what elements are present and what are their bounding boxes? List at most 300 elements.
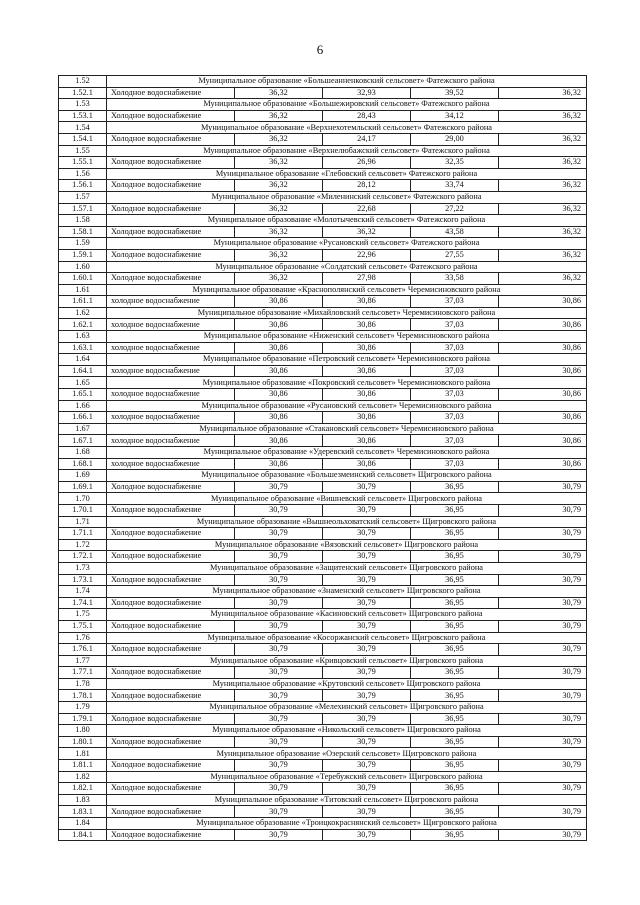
tariff-value-2: 30,79 [323, 481, 411, 493]
row-number: 1.78.1 [59, 690, 107, 702]
row-number: 1.62.1 [59, 319, 107, 331]
service-name: холодное водоснабжение [107, 458, 235, 470]
tariff-value-1: 30,79 [235, 644, 323, 656]
row-number: 1.70 [59, 493, 107, 505]
tariff-value-1: 30,79 [235, 574, 323, 586]
row-number: 1.80.1 [59, 736, 107, 748]
tariff-value-2: 22,96 [323, 249, 411, 261]
municipality-name: Муниципальное образование «Кривцовский сельсовет» Щигровского района [107, 655, 587, 667]
service-row [59, 690, 587, 702]
tariff-value-4: 30,86 [499, 435, 587, 447]
municipality-row [59, 331, 587, 343]
tariff-value-3: 36,95 [411, 551, 499, 563]
tariff-value-1: 36,32 [235, 226, 323, 238]
municipality-name: Муниципальное образование «Ниженский сельсовет» Черемисиновского района [107, 331, 587, 343]
tariff-value-2: 24,17 [323, 133, 411, 145]
row-number: 1.81.1 [59, 760, 107, 772]
municipality-name: Муниципальное образование «Вышнеольховатский сельсовет» Щигровского района [107, 516, 587, 528]
row-number: 1.82.1 [59, 783, 107, 795]
municipality-row [59, 215, 587, 227]
tariff-value-3: 37,03 [411, 412, 499, 424]
municipality-name: Муниципальное образование «Теребужский сельсовет» Щигровского района [107, 771, 587, 783]
row-number: 1.59.1 [59, 249, 107, 261]
municipality-name: Муниципальное образование «Краснополянский сельсовет» Черемисиновского района [107, 284, 587, 296]
tariff-value-2: 30,79 [323, 736, 411, 748]
municipality-row [59, 748, 587, 760]
service-row [59, 389, 587, 401]
row-number: 1.74.1 [59, 597, 107, 609]
tariff-value-4: 36,32 [499, 273, 587, 285]
row-number: 1.52.1 [59, 87, 107, 99]
row-number: 1.78 [59, 678, 107, 690]
tariff-value-3: 32,35 [411, 157, 499, 169]
municipality-row [59, 145, 587, 157]
service-row [59, 806, 587, 818]
row-number: 1.67 [59, 423, 107, 435]
tariff-value-3: 36,95 [411, 597, 499, 609]
service-name: Холодное водоснабжение [107, 133, 235, 145]
tariff-value-2: 27,98 [323, 273, 411, 285]
tariff-value-3: 36,95 [411, 504, 499, 516]
municipality-row [59, 238, 587, 250]
tariff-value-1: 30,79 [235, 690, 323, 702]
service-name: холодное водоснабжение [107, 296, 235, 308]
service-row [59, 597, 587, 609]
row-number: 1.54 [59, 122, 107, 134]
municipality-name: Муниципальное образование «Знаменский сельсовет» Щигровского района [107, 586, 587, 598]
municipality-row [59, 539, 587, 551]
service-name: Холодное водоснабжение [107, 87, 235, 99]
tariff-value-4: 36,32 [499, 203, 587, 215]
municipality-row [59, 632, 587, 644]
tariff-value-4: 30,79 [499, 551, 587, 563]
tariff-value-3: 36,95 [411, 528, 499, 540]
tariff-value-1: 30,79 [235, 667, 323, 679]
row-number: 1.61.1 [59, 296, 107, 308]
row-number: 1.70.1 [59, 504, 107, 516]
service-name: Холодное водоснабжение [107, 713, 235, 725]
service-name: Холодное водоснабжение [107, 690, 235, 702]
municipality-name: Муниципальное образование «Большеанненковский сельсовет» Фатежского района [107, 76, 587, 88]
tariff-value-1: 30,86 [235, 365, 323, 377]
municipality-name: Муниципальное образование «Большежировский сельсовет» Фатежского района [107, 99, 587, 111]
row-number: 1.53 [59, 99, 107, 111]
tariff-value-2: 30,86 [323, 458, 411, 470]
tariff-value-4: 30,79 [499, 620, 587, 632]
tariff-value-2: 28,12 [323, 180, 411, 192]
municipality-name: Муниципальное образование «Титовский сельсовет» Щигровского района [107, 794, 587, 806]
service-row [59, 133, 587, 145]
service-name: Холодное водоснабжение [107, 620, 235, 632]
tariff-value-4: 30,79 [499, 829, 587, 841]
row-number: 1.72 [59, 539, 107, 551]
municipality-name: Муниципальное образование «Верхнехотемльский сельсовет» Фатежского района [107, 122, 587, 134]
row-number: 1.58 [59, 215, 107, 227]
tariff-value-2: 30,79 [323, 783, 411, 795]
service-row [59, 528, 587, 540]
service-row [59, 87, 587, 99]
service-name: Холодное водоснабжение [107, 551, 235, 563]
municipality-row [59, 76, 587, 88]
row-number: 1.57.1 [59, 203, 107, 215]
service-row [59, 319, 587, 331]
municipality-name: Муниципальное образование «Солдатский сельсовет» Фатежского района [107, 261, 587, 273]
municipality-row [59, 122, 587, 134]
service-row [59, 667, 587, 679]
municipality-row [59, 771, 587, 783]
row-number: 1.56 [59, 168, 107, 180]
municipality-row [59, 702, 587, 714]
tariff-value-3: 36,95 [411, 806, 499, 818]
tariff-value-1: 30,79 [235, 620, 323, 632]
tariff-value-2: 30,79 [323, 690, 411, 702]
municipality-name: Муниципальное образование «Русановский сельсовет» Фатежского района [107, 238, 587, 250]
tariff-value-1: 30,79 [235, 760, 323, 772]
tariff-value-2: 30,79 [323, 551, 411, 563]
row-number: 1.66.1 [59, 412, 107, 424]
row-number: 1.76 [59, 632, 107, 644]
tariff-value-3: 27,55 [411, 249, 499, 261]
tariff-value-1: 30,79 [235, 481, 323, 493]
tariff-value-4: 30,86 [499, 319, 587, 331]
service-row [59, 736, 587, 748]
municipality-row [59, 609, 587, 621]
tariff-value-4: 30,79 [499, 574, 587, 586]
municipality-name: Муниципальное образование «Вишневский сельсовет» Щигровского района [107, 493, 587, 505]
page-number: 6 [316, 42, 324, 57]
row-number: 1.84.1 [59, 829, 107, 841]
municipality-name: Муниципальное образование «Мелехинский сельсовет» Щигровского района [107, 702, 587, 714]
tariff-value-4: 30,79 [499, 713, 587, 725]
tariff-value-3: 43,58 [411, 226, 499, 238]
municipality-name: Муниципальное образование «Михайловский сельсовет» Черемисиновского района [107, 307, 587, 319]
row-number: 1.75.1 [59, 620, 107, 632]
tariff-value-1: 36,32 [235, 87, 323, 99]
municipality-row [59, 99, 587, 111]
tariff-value-1: 30,79 [235, 736, 323, 748]
tariff-value-1: 30,79 [235, 829, 323, 841]
row-number: 1.69.1 [59, 481, 107, 493]
service-row [59, 365, 587, 377]
tariff-value-3: 37,03 [411, 319, 499, 331]
service-row [59, 644, 587, 656]
row-number: 1.65 [59, 377, 107, 389]
row-number: 1.56.1 [59, 180, 107, 192]
tariff-value-1: 30,86 [235, 435, 323, 447]
municipality-name: Муниципальное образование «Озерский сельсовет» Щигровского района [107, 748, 587, 760]
tariff-value-4: 30,79 [499, 736, 587, 748]
municipality-row [59, 586, 587, 598]
row-number: 1.71.1 [59, 528, 107, 540]
row-number: 1.65.1 [59, 389, 107, 401]
service-name: холодное водоснабжение [107, 319, 235, 331]
municipality-row [59, 168, 587, 180]
tariff-value-2: 30,79 [323, 829, 411, 841]
tariff-value-1: 36,32 [235, 133, 323, 145]
service-name: Холодное водоснабжение [107, 806, 235, 818]
municipality-row [59, 562, 587, 574]
tariff-value-1: 30,86 [235, 296, 323, 308]
service-name: Холодное водоснабжение [107, 783, 235, 795]
tariff-value-3: 27,22 [411, 203, 499, 215]
tariff-value-3: 36,95 [411, 481, 499, 493]
tariff-value-4: 30,79 [499, 528, 587, 540]
row-number: 1.55 [59, 145, 107, 157]
tariff-value-3: 34,12 [411, 110, 499, 122]
municipality-name: Муниципальное образование «Русановский сельсовет» Черемисиновского района [107, 400, 587, 412]
tariff-value-1: 30,79 [235, 783, 323, 795]
tariff-value-3: 37,03 [411, 458, 499, 470]
tariff-value-4: 30,79 [499, 644, 587, 656]
tariff-value-3: 36,95 [411, 829, 499, 841]
service-name: Холодное водоснабжение [107, 504, 235, 516]
municipality-row [59, 655, 587, 667]
service-name: холодное водоснабжение [107, 435, 235, 447]
tariff-value-3: 39,52 [411, 87, 499, 99]
service-row [59, 829, 587, 841]
municipality-name: Муниципальное образование «Глебовский сельсовет» Фатежского района [107, 168, 587, 180]
row-number: 1.68.1 [59, 458, 107, 470]
row-number: 1.68 [59, 447, 107, 459]
tariff-value-4: 36,32 [499, 157, 587, 169]
service-name: Холодное водоснабжение [107, 157, 235, 169]
row-number: 1.79.1 [59, 713, 107, 725]
service-row [59, 226, 587, 238]
tariff-value-3: 36,95 [411, 690, 499, 702]
row-number: 1.69 [59, 470, 107, 482]
municipality-row [59, 377, 587, 389]
tariff-value-2: 30,79 [323, 504, 411, 516]
service-row [59, 713, 587, 725]
municipality-name: Муниципальное образование «Молотычевский сельсовет» Фатежского района [107, 215, 587, 227]
tariff-value-1: 30,86 [235, 458, 323, 470]
service-name: Холодное водоснабжение [107, 597, 235, 609]
tariff-value-1: 30,86 [235, 412, 323, 424]
municipality-name: Муниципальное образование «Вязовский сельсовет» Щигровского района [107, 539, 587, 551]
row-number: 1.60.1 [59, 273, 107, 285]
tariff-value-1: 36,32 [235, 203, 323, 215]
row-number: 1.63 [59, 331, 107, 343]
row-number: 1.77.1 [59, 667, 107, 679]
tariff-value-1: 36,32 [235, 249, 323, 261]
municipality-row [59, 400, 587, 412]
tariff-value-4: 30,79 [499, 760, 587, 772]
tariff-value-4: 30,86 [499, 365, 587, 377]
municipality-name: Муниципальное образование «Петровский сельсовет» Черемисиновского района [107, 354, 587, 366]
municipality-row [59, 678, 587, 690]
service-row [59, 203, 587, 215]
row-number: 1.72.1 [59, 551, 107, 563]
service-row [59, 783, 587, 795]
municipality-name: Муниципальное образование «Большезмеинский сельсовет» Щигровского района [107, 470, 587, 482]
tariff-value-3: 36,95 [411, 760, 499, 772]
tariff-value-1: 30,86 [235, 389, 323, 401]
row-number: 1.80 [59, 725, 107, 737]
tariff-value-2: 30,79 [323, 760, 411, 772]
municipality-row [59, 191, 587, 203]
tariff-value-4: 30,79 [499, 481, 587, 493]
municipality-row [59, 307, 587, 319]
service-row [59, 273, 587, 285]
tariff-value-4: 30,86 [499, 389, 587, 401]
tariff-value-4: 30,86 [499, 412, 587, 424]
service-row [59, 110, 587, 122]
tariff-value-2: 30,79 [323, 667, 411, 679]
tariff-value-2: 30,79 [323, 528, 411, 540]
row-number: 1.74 [59, 586, 107, 598]
tariff-value-4: 36,32 [499, 226, 587, 238]
tariff-value-2: 30,79 [323, 597, 411, 609]
tariff-value-2: 30,79 [323, 806, 411, 818]
service-name: Холодное водоснабжение [107, 180, 235, 192]
service-row [59, 481, 587, 493]
municipality-row [59, 261, 587, 273]
service-name: Холодное водоснабжение [107, 226, 235, 238]
tariff-value-3: 36,95 [411, 713, 499, 725]
tariff-value-2: 36,32 [323, 226, 411, 238]
tariff-value-1: 30,86 [235, 319, 323, 331]
tariff-table-body [59, 76, 587, 841]
tariff-value-3: 33,74 [411, 180, 499, 192]
service-name: холодное водоснабжение [107, 412, 235, 424]
tariff-value-4: 30,79 [499, 783, 587, 795]
service-name: Холодное водоснабжение [107, 110, 235, 122]
service-name: Холодное водоснабжение [107, 736, 235, 748]
municipality-name: Муниципальное образование «Верхнелюбажский сельсовет» Фатежского района [107, 145, 587, 157]
row-number: 1.82 [59, 771, 107, 783]
service-row [59, 620, 587, 632]
tariff-value-4: 30,86 [499, 458, 587, 470]
tariff-value-2: 28,43 [323, 110, 411, 122]
row-number: 1.57 [59, 191, 107, 203]
municipality-name: Муниципальное образование «Никольский сельсовет» Щигровского района [107, 725, 587, 737]
tariff-value-3: 33,58 [411, 273, 499, 285]
tariff-value-3: 37,03 [411, 389, 499, 401]
municipality-row [59, 423, 587, 435]
tariff-value-3: 36,95 [411, 644, 499, 656]
municipality-row [59, 447, 587, 459]
tariff-value-1: 30,79 [235, 713, 323, 725]
row-number: 1.79 [59, 702, 107, 714]
tariff-value-2: 32,93 [323, 87, 411, 99]
row-number: 1.83 [59, 794, 107, 806]
row-number: 1.55.1 [59, 157, 107, 169]
row-number: 1.73.1 [59, 574, 107, 586]
tariff-value-4: 30,79 [499, 667, 587, 679]
municipality-row [59, 794, 587, 806]
tariff-value-4: 30,79 [499, 690, 587, 702]
municipality-name: Муниципальное образование «Троицкокраснянский сельсовет» Щигровского района [107, 818, 587, 830]
row-number: 1.52 [59, 76, 107, 88]
tariff-table [58, 75, 587, 841]
service-name: Холодное водоснабжение [107, 203, 235, 215]
tariff-value-2: 30,86 [323, 412, 411, 424]
tariff-value-2: 30,79 [323, 620, 411, 632]
service-name: холодное водоснабжение [107, 389, 235, 401]
tariff-value-2: 30,86 [323, 365, 411, 377]
service-row [59, 551, 587, 563]
row-number: 1.76.1 [59, 644, 107, 656]
tariff-value-2: 30,79 [323, 644, 411, 656]
tariff-value-1: 36,32 [235, 157, 323, 169]
tariff-value-4: 36,32 [499, 133, 587, 145]
municipality-row [59, 493, 587, 505]
tariff-value-2: 26,96 [323, 157, 411, 169]
row-number: 1.77 [59, 655, 107, 667]
row-number: 1.64.1 [59, 365, 107, 377]
tariff-value-2: 30,86 [323, 342, 411, 354]
tariff-value-4: 30,86 [499, 342, 587, 354]
tariff-value-1: 30,86 [235, 342, 323, 354]
tariff-value-4: 36,32 [499, 249, 587, 261]
row-number: 1.59 [59, 238, 107, 250]
tariff-value-4: 30,79 [499, 806, 587, 818]
row-number: 1.60 [59, 261, 107, 273]
tariff-value-1: 30,79 [235, 551, 323, 563]
tariff-value-3: 36,95 [411, 667, 499, 679]
row-number: 1.75 [59, 609, 107, 621]
tariff-value-2: 30,79 [323, 574, 411, 586]
service-row [59, 760, 587, 772]
tariff-value-1: 36,32 [235, 273, 323, 285]
municipality-row [59, 725, 587, 737]
service-name: Холодное водоснабжение [107, 760, 235, 772]
service-row [59, 504, 587, 516]
tariff-value-1: 30,79 [235, 528, 323, 540]
tariff-value-2: 22,68 [323, 203, 411, 215]
tariff-value-3: 36,95 [411, 736, 499, 748]
service-name: Холодное водоснабжение [107, 481, 235, 493]
service-name: Холодное водоснабжение [107, 644, 235, 656]
service-row [59, 296, 587, 308]
row-number: 1.84 [59, 818, 107, 830]
row-number: 1.58.1 [59, 226, 107, 238]
tariff-value-4: 30,86 [499, 296, 587, 308]
tariff-value-2: 30,86 [323, 319, 411, 331]
municipality-name: Муниципальное образование «Косоржанский сельсовет» Щигровского района [107, 632, 587, 644]
tariff-value-1: 30,79 [235, 597, 323, 609]
tariff-value-3: 37,03 [411, 296, 499, 308]
municipality-name: Муниципальное образование «Стакановский сельсовет» Черемисиновского района [107, 423, 587, 435]
tariff-value-1: 36,32 [235, 180, 323, 192]
tariff-value-3: 29,00 [411, 133, 499, 145]
service-name: Холодное водоснабжение [107, 574, 235, 586]
municipality-name: Муниципальное образование «Покровский сельсовет» Черемисиновского района [107, 377, 587, 389]
municipality-name: Муниципальное образование «Касиновский сельсовет» Щигровского района [107, 609, 587, 621]
service-row [59, 180, 587, 192]
tariff-value-4: 36,32 [499, 87, 587, 99]
municipality-row [59, 354, 587, 366]
row-number: 1.62 [59, 307, 107, 319]
tariff-value-4: 30,79 [499, 597, 587, 609]
tariff-value-3: 37,03 [411, 342, 499, 354]
row-number: 1.83.1 [59, 806, 107, 818]
tariff-value-3: 37,03 [411, 435, 499, 447]
row-number: 1.54.1 [59, 133, 107, 145]
row-number: 1.53.1 [59, 110, 107, 122]
service-row [59, 435, 587, 447]
municipality-row [59, 818, 587, 830]
row-number: 1.64 [59, 354, 107, 366]
row-number: 1.71 [59, 516, 107, 528]
tariff-value-1: 36,32 [235, 110, 323, 122]
tariff-value-3: 36,95 [411, 620, 499, 632]
tariff-value-2: 30,86 [323, 389, 411, 401]
municipality-name: Муниципальное образование «Крутовский сельсовет» Щигровского района [107, 678, 587, 690]
tariff-value-3: 36,95 [411, 783, 499, 795]
row-number: 1.81 [59, 748, 107, 760]
service-row [59, 574, 587, 586]
